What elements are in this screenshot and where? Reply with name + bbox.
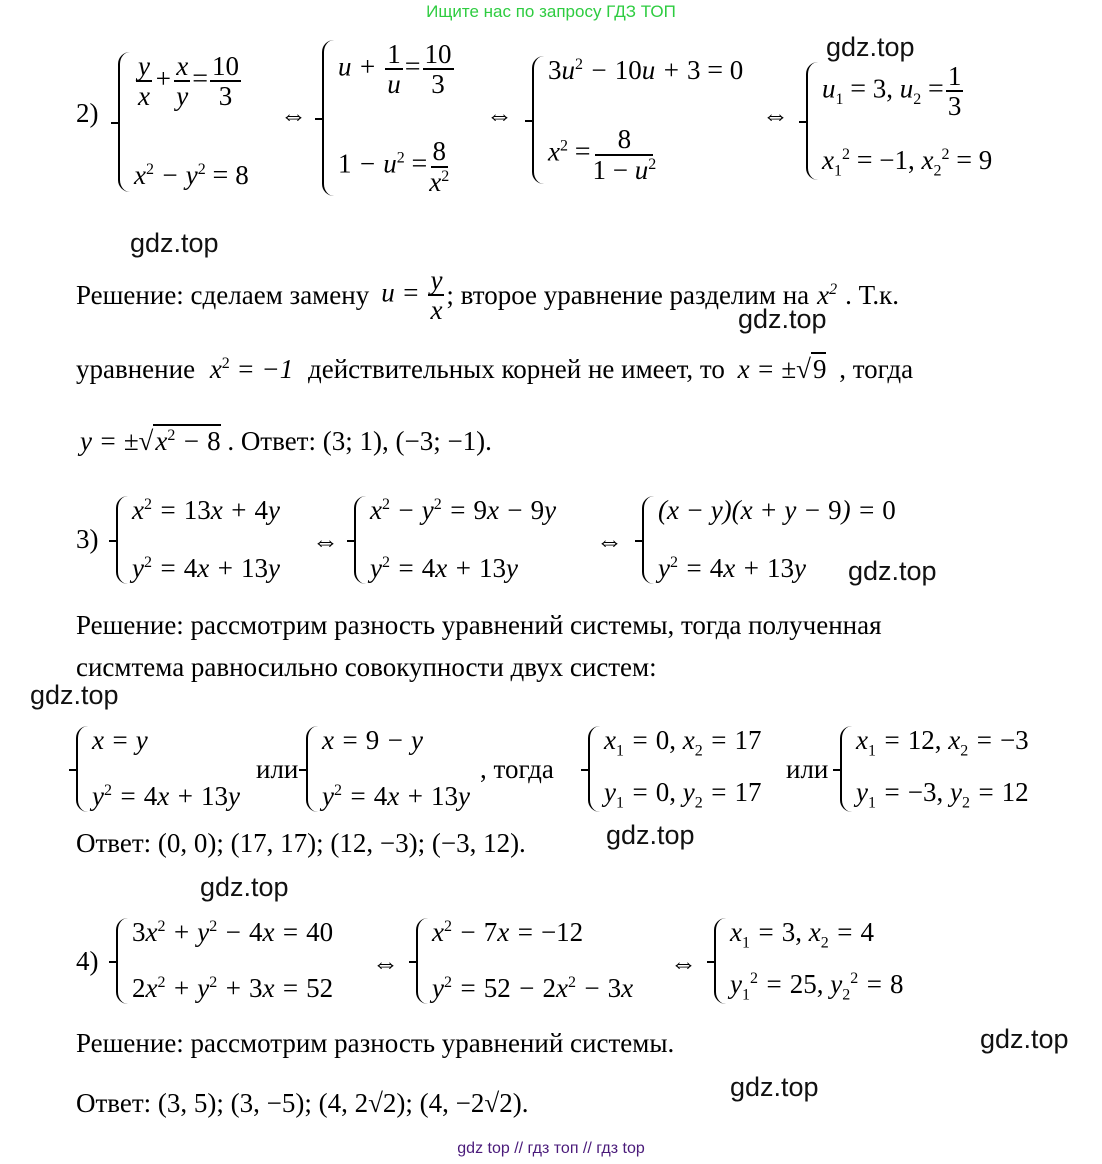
solution-3-line1: Решение: рассмотрим разность уравнений системы, тогда полученная	[76, 610, 882, 640]
equiv-icon: ⇔	[596, 526, 623, 556]
equiv-icon: ⇔	[762, 100, 789, 130]
footer-links: gdz top // гдз топ // гдз top	[457, 1140, 645, 1157]
solution-2-line3: $y = \pm√x^2 - 8$ . Ответ: (3; 1), (−3; −1).	[80, 426, 492, 456]
solution-3-line2: сисмтема равносильно совокупности двух систем:	[76, 652, 657, 682]
system-4c: $x_1 = 3$, $x_2 = 4$ $y_1^2 = 25$, $y_2^2 = 8$	[714, 918, 903, 1004]
eq-line: $x^2 - y^2 = 8$	[134, 160, 249, 192]
problem-3-number: 3)	[76, 524, 99, 554]
brace-icon	[714, 918, 726, 1004]
problem-2-number: 2)	[76, 98, 99, 128]
system-4b: $x^2 - 7x = -12$ $y^2 = 52 - 2x^2 - 3x$	[416, 918, 633, 1004]
brace-icon	[642, 496, 654, 584]
header-banner: Ищите нас по запросу ГДЗ ТОП	[426, 2, 676, 21]
system-2b: u + $\frac{1}{u}$ = $\frac{10}{3}$ $1 - u^2$ = $\frac{8}{x^2}$	[322, 40, 456, 196]
equiv-icon: ⇔	[670, 948, 697, 978]
problem-4-number: 4)	[76, 946, 99, 976]
brace-icon	[588, 726, 600, 812]
system-3a: $x^2 = 13x + 4y$ $y^2 = 4x + 13y$	[116, 496, 280, 584]
watermark: gdz.top	[848, 556, 937, 586]
equiv-icon: ⇔	[486, 100, 513, 130]
watermark: gdz.top	[730, 1072, 819, 1102]
brace-icon	[116, 918, 128, 1004]
or-connector: или	[786, 754, 829, 784]
brace-icon	[532, 56, 544, 184]
brace-icon	[76, 726, 88, 812]
brace-icon	[840, 726, 852, 812]
answer-4: Ответ: (3, 5); (3, −5); (4, 2√2); (4, −2√2).	[76, 1088, 529, 1118]
watermark: gdz.top	[606, 820, 695, 850]
watermark: gdz.top	[980, 1024, 1069, 1054]
equiv-icon: ⇔	[312, 526, 339, 556]
system-2a	[118, 52, 249, 192]
watermark: gdz.top	[738, 304, 827, 334]
solution-4: Решение: рассмотрим разность уравнений системы.	[76, 1028, 675, 1058]
watermark: gdz.top	[130, 228, 219, 258]
equiv-icon: ⇔	[280, 100, 307, 130]
brace-icon	[118, 52, 130, 192]
brace-icon	[322, 40, 334, 196]
system-3b: $x^2 - y^2 = 9x - 9y$ $y^2 = 4x + 13y$	[354, 496, 556, 584]
brace-icon	[306, 726, 318, 812]
subsystem-3b: x = 9 − y $y^2 = 4x + 13y$	[306, 726, 470, 812]
system-2c: $3u^2 - 10u + 3 = 0$ $x^2$ = $\frac{8}{1 - u^2}$	[532, 56, 743, 184]
subsystem-3c: $x_1 = 0$, $x_2 = 17$ $y_1 = 0$, $y_2 = 17$	[588, 726, 761, 812]
eq-line: $\frac{y}{x}$ + $\frac{x}{y}$ = $\frac{10}{3}$	[138, 51, 239, 112]
system-4a: $3x^2 + y^2 - 4x = 40$ $2x^2 + y^2 + 3x = 52$	[116, 918, 333, 1004]
watermark: gdz.top	[826, 32, 915, 62]
watermark: gdz.top	[200, 872, 289, 902]
answer-3: Ответ: (0, 0); (17, 17); (12, −3); (−3, 12).	[76, 828, 526, 858]
brace-icon	[416, 918, 428, 1004]
brace-icon	[116, 496, 128, 584]
brace-icon	[806, 62, 818, 180]
brace-icon	[354, 496, 366, 584]
or-connector: или	[256, 754, 299, 784]
watermark: gdz.top	[30, 680, 119, 710]
solution-2-line1: Решение: сделаем замену u = $\frac{y}{x}$ ; второе уравнение разделим на $x^2$ . Т.к.	[76, 265, 900, 326]
equiv-icon: ⇔	[372, 948, 399, 978]
then-connector: , тогда	[480, 754, 554, 784]
system-3c: (x − y)(x + y − 9) = 0 $y^2 = 4x + 13y$	[642, 496, 896, 584]
system-2d: $u_1 = 3$, $u_2$ = $\frac{1}{3}$ $x_1^2 = -1$, $x_2^2 = 9$	[806, 62, 992, 180]
subsystem-3a: x = y $y^2 = 4x + 13y$	[76, 726, 240, 812]
subsystem-3d: $x_1 = 12$, $x_2 = -3$ $y_1 = -3$, $y_2 = 12$	[840, 726, 1029, 812]
solution-2-line2: уравнение $x^2 = -1$ действительных корней не имеет, то x = ±√9 , тогда	[76, 354, 914, 384]
